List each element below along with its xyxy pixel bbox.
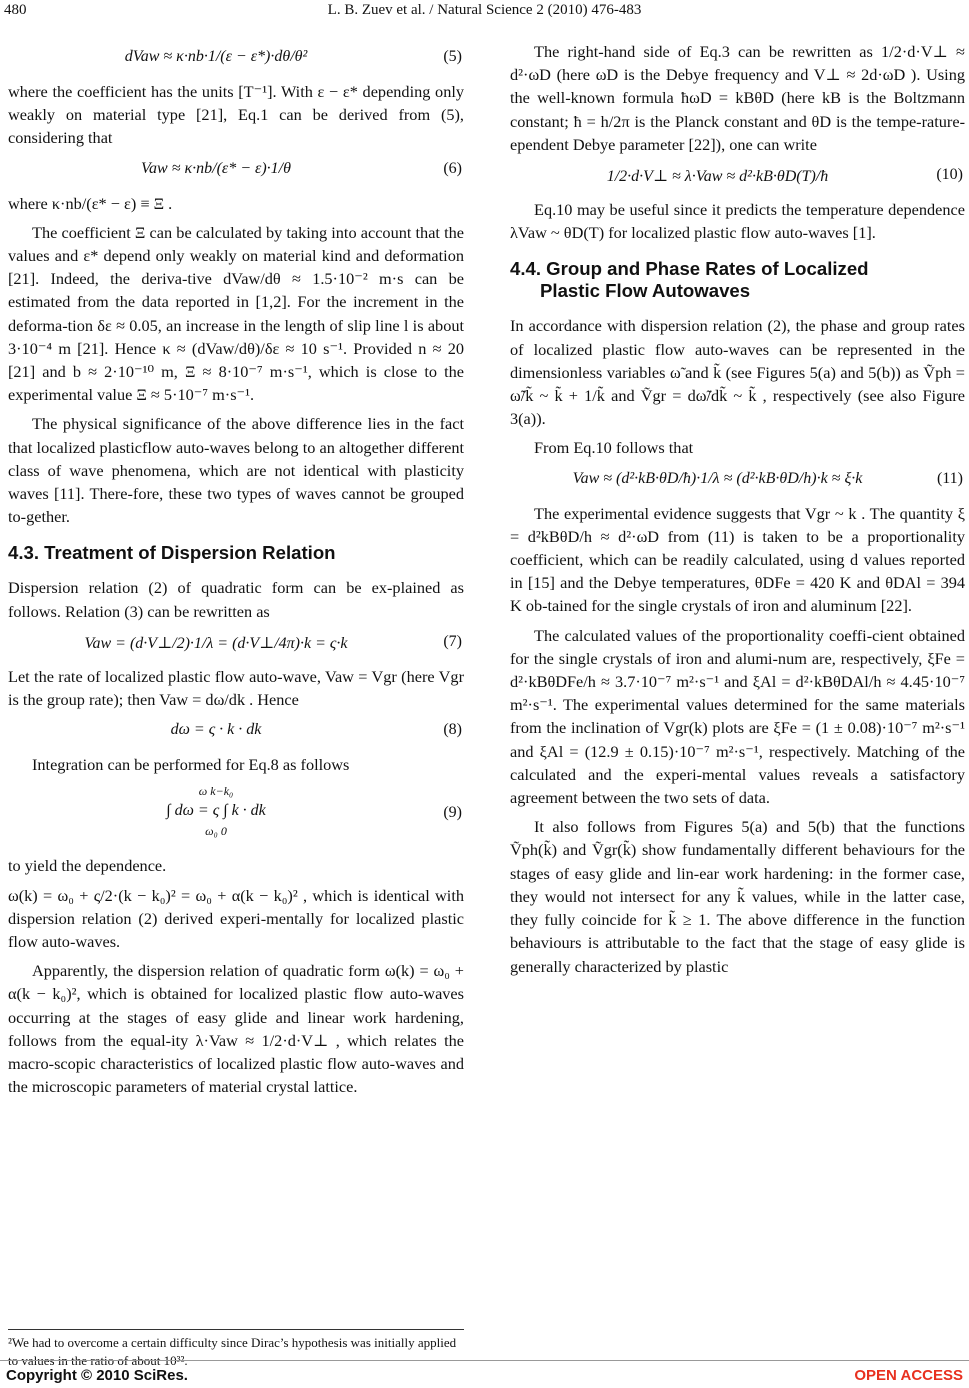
paragraph: Let the rate of localized plastic flow auto-wave, Vaw = Vgr (here Vgr is the group rate); then Vaw = dω/dk . Hence: [8, 666, 464, 710]
footer-rule: [0, 1360, 969, 1361]
section-heading-4-3: 4.3. Treatment of Dispersion Relation: [8, 542, 336, 564]
paragraph: to yield the dependence.: [8, 856, 167, 876]
right-column: [510, 40, 965, 984]
equation-body: ∫ dω = ς ∫ k · dk: [166, 802, 266, 820]
equation-body: dω = ς · k · dk: [170, 721, 262, 739]
equation-limits-lower: ω₀ 0: [205, 824, 227, 839]
equation-11: [510, 466, 965, 494]
equation-limits-upper: ω k−k₀: [198, 784, 234, 799]
equation-number: (11): [936, 469, 963, 487]
paragraph: The right-hand side of Eq.3 can be rewritten as 1/2·d·V⊥ ≈ d²·ωD (here ωD is the Debye frequency and V⊥ ≈ 2d·ωD ). Using the well-known formula ħωD = kBθD (here kB is the Boltzmann constant; ħ = h/2π is the Planck constant and θD is the tempe-rature-ependent Debye parameter [22]), one can write: [510, 42, 965, 154]
section-heading-line: 4.4. Group and Phase Rates of Localized: [510, 258, 869, 280]
equation-body: Vaw = (d·V⊥/2)·1/λ = (d·V⊥/4π)·k = ς·k: [84, 634, 348, 652]
equation-7: [8, 629, 464, 657]
open-access-label: OPEN ACCESS: [854, 1367, 963, 1384]
equation-9: [8, 782, 464, 846]
paragraph: Eq.10 may be useful since it predicts the temperature dependence λVaw ~ θD(T) for localized plastic flow auto-waves [1].: [510, 200, 965, 243]
equation-body: Vaw ≈ κ·nb/(ε* − ε)·1/θ: [141, 159, 291, 177]
paragraph: where the coefficient has the units [T⁻¹]. With ε − ε* depending only weakly on material type [21], Eq.1 can be derived from (5), considering that: [8, 82, 464, 148]
equation-body: dVaw ≈ κ·nb·1/(ε − ε*)·dθ/θ²: [124, 48, 308, 65]
paragraph: Apparently, the dispersion relation of quadratic form ω(k) = ω₀ + α(k − k₀)², which is obtained for localized plastic flow auto-waves occurring at the stages of easy glide and linear work hardening, follows from the equal-ity λ·Vaw ≈ 1/2·d·V⊥ , which relates the macro-scopic characteristics of localized plastic flow auto-waves and the microscopic parameters of material crystal lattice.: [8, 961, 464, 1097]
equation-body: 1/2·d·V⊥ ≈ λ·Vaw ≈ d²·kB·θD(T)/ħ: [606, 168, 829, 186]
footnote-rule: [8, 1329, 464, 1330]
paragraph: The coefficient Ξ can be calculated by taking into account that the values and ε* depend only weakly on material kind and deformation [21]. Indeed, the deriva-tive dVaw/dθ ≈ 1.5·10⁻² m·s can be estimated from the data reported in [1,2]. For the increment in the deforma-tion δε ≈ 0.05, an increase in the length of slip line l is about 3·10⁻⁴ m [21]. Hence κ ≈ (dVaw/dθ)/δε ≈ 10 s⁻¹. Provided n ≈ 20 [21] and b ≈ 2·10⁻¹⁰ m, Ξ ≈ 8·10⁻⁷ m·s⁻¹, which is close to the experimental value Ξ ≈ 5·10⁻⁷ m·s⁻¹.: [8, 222, 464, 405]
page-number: 480: [4, 2, 27, 18]
paragraph: The physical significance of the above difference lies in the fact that localized plasticflow auto-waves belong to an altogether different class of wave phenomena, which are not identical with plasticity waves [11]. There-fore, these two types of waves cannot be grouped to-gether.: [8, 414, 464, 527]
footnote: ²We had to overcome a certain difficulty since Dirac’s hypothesis was initially applied to values in the ratio of about 10³².: [8, 1335, 457, 1368]
paragraph: where κ·nb/(ε* − ε) ≡ Ξ .: [8, 193, 173, 213]
paragraph: Dispersion relation (2) of quadratic form can be ex-plained as follows. Relation (3) can be rewritten as: [8, 578, 464, 621]
paragraph: The experimental evidence suggests that Vgr ~ k . The quantity ξ = d²kBθD/h ≈ d²·ωD from (11) is taken to be a proportionality coefficient, which can be readily calculated, using d values reported in [15] and the Debye temperatures, θDFe = 420 K and θDAl = 394 K ob-tained for the single crystals of iron and aluminum [22].: [510, 503, 965, 616]
paragraph: It also follows from Figures 5(a) and 5(b) that the functions Ṽph(k̃) and Ṽgr(k̃) show fundamentally different behaviours for the stages of easy glide and lin-ear work hardening: in the former case, they would not intersect for any k̃ values, while in the latter case, they fully coincide for k̃ ≥ 1. The above difference in the function behaviours is attributable to the fact that the stage of easy glide is generally characterized by plastic: [510, 817, 965, 976]
paragraph: From Eq.10 follows that: [534, 438, 694, 458]
paragraph: In accordance with dispersion relation (2), the phase and group rates of localized plastic flow auto-waves can be represented in the dimensionless variables ω̃ and k̃ (see Figures 5(a) and 5(b)) as Ṽph = ω̃/k̃ ~ k̃ + 1/k̃ and Ṽgr = dω̃/dk̃ ~ k̃ , respectively (see also Figure 3(a)).: [510, 316, 965, 429]
equation-6: [8, 156, 464, 184]
equation-number: (8): [443, 721, 462, 739]
equation-10: [510, 162, 965, 190]
equation-5: [8, 44, 464, 72]
paragraph: ω(k) = ω₀ + ς/2·(k − k₀)² = ω₀ + α(k − k₀)² , which is identical with dispersion relation (2) derived experi-mentally for localized plastic flow auto-waves.: [8, 885, 464, 952]
equation-number: (9): [443, 804, 462, 822]
equation-body: Vaw ≈ (d²·kB·θD/ħ)·1/λ ≈ (d²·kB·θD/h)·k ≈ ξ·k: [572, 469, 863, 487]
section-heading-line: Plastic Flow Autowaves: [540, 280, 751, 302]
equation-number: (10): [936, 166, 963, 184]
copyright-notice: Copyright © 2010 SciRes.: [6, 1367, 188, 1384]
paragraph: Integration can be performed for Eq.8 as follows: [32, 755, 350, 775]
equation-number: (6): [443, 159, 462, 177]
equation-number: (7): [443, 632, 462, 650]
paragraph: The calculated values of the proportionality coeffi-cient obtained for the single crystals of iron and alumi-num are, respectively, ξFe = d²·kBθDFe/h ≈ 3.7·10⁻⁷ m²·s⁻¹ and ξAl = d²·kBθDAl/h ≈ 4.45·10⁻⁷ m²·s⁻¹. The experimental values determined for the same materials from the inclination of Vgr(k) plots are ξFe = (1 ± 0.08)·10⁻⁷ m²·s⁻¹ and ξAl = (12.9 ± 0.15)·10⁻⁷ m²·s⁻¹, respectively. Matching of the calculated and the experi-mental values reveals a satisfactory agreement between the two sets of data.: [510, 625, 965, 808]
equation-8: [8, 717, 464, 745]
section-heading-4-4: [510, 258, 965, 302]
running-head: L. B. Zuev et al. / Natural Science 2 (2010) 476-483: [327, 2, 642, 18]
left-column: [8, 40, 464, 1105]
page-header: [0, 2, 969, 24]
equation-number: (5): [443, 48, 462, 65]
